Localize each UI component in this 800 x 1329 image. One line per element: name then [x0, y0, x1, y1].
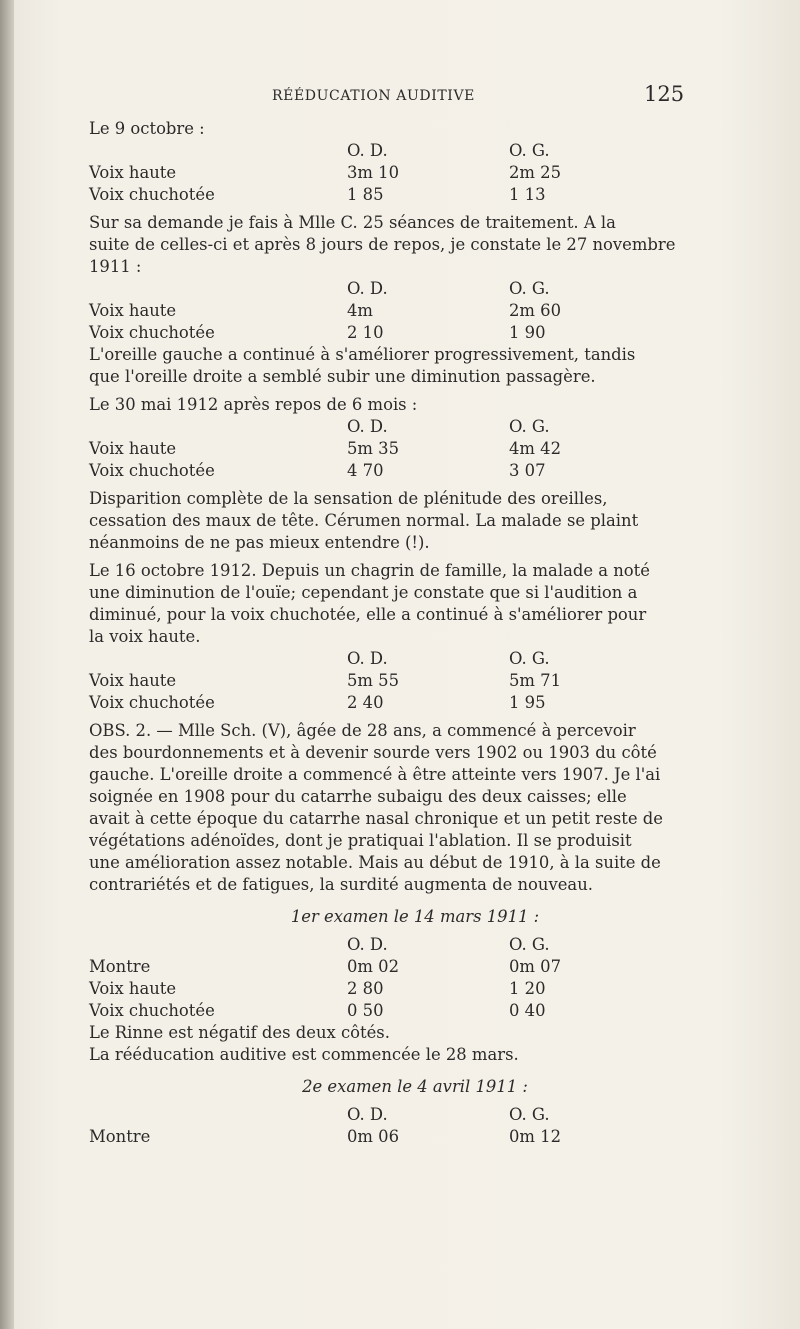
col-od: O. D. [347, 417, 388, 436]
value-od: 0m 02 [347, 957, 400, 976]
table1-row [89, 184, 681, 206]
value-od: 4 70 [347, 461, 384, 480]
value-og: 0m 07 [509, 957, 562, 976]
exam2-row [89, 1126, 681, 1148]
value-og: 1 13 [509, 185, 546, 204]
running-title: RÉÉDUCATION AUDITIVE [272, 88, 475, 104]
paragraph-line: Le 16 octobre 1912. Depuis un chagrin de famille, la malade a noté [89, 561, 650, 580]
paragraph-line: OBS. 2. — Mlle Sch. (V), âgée de 28 ans, a commencé à percevoir [89, 721, 636, 740]
table2-row [89, 322, 681, 344]
row-label: Montre [89, 1127, 151, 1146]
paragraph-line: contrariétés et de fatigues, la surdité augmenta de nouveau. [89, 875, 593, 894]
col-og: O. G. [509, 141, 550, 160]
value-og: 4m 42 [509, 439, 562, 458]
paragraph-line: une amélioration assez notable. Mais au début de 1910, à la suite de [89, 853, 661, 872]
exam1-row [89, 1000, 681, 1022]
table3-row [89, 438, 681, 460]
table4-row [89, 670, 681, 692]
value-od: 4m [347, 301, 373, 320]
table3-header [89, 416, 681, 438]
value-od: 0m 06 [347, 1127, 400, 1146]
exam1-row [89, 956, 681, 978]
paragraph-line: néanmoins de ne pas mieux entendre (!). [89, 533, 430, 552]
exam1-title: 1er examen le 14 mars 1911 : [290, 907, 540, 926]
page-spine-shadow [0, 0, 14, 1329]
paragraph-line: diminué, pour la voix chuchotée, elle a continué à s'améliorer pour [89, 605, 647, 624]
table2-header [89, 278, 681, 300]
paragraph-line: cessation des maux de tête. Cérumen normal. La malade se plaint [89, 511, 639, 530]
row-label: Voix haute [89, 301, 177, 320]
page-body [89, 118, 681, 1148]
page-number: 125 [644, 82, 685, 106]
paragraph-line: la voix haute. [89, 627, 201, 646]
intro-30-mai: Le 30 mai 1912 après repos de 6 mois : [89, 395, 418, 414]
value-og: 1 95 [509, 693, 546, 712]
table2-row [89, 300, 681, 322]
col-od: O. D. [347, 1105, 388, 1124]
col-og: O. G. [509, 279, 550, 298]
paragraph-line: gauche. L'oreille droite a commencé à être atteinte vers 1907. Je l'ai [89, 765, 661, 784]
exam1-note: Le Rinne est négatif des deux côtés. [89, 1023, 390, 1042]
paragraph-line: Sur sa demande je fais à Mlle C. 25 séances de traitement. A la [89, 213, 616, 232]
paragraph-line: des bourdonnements et à devenir sourde vers 1902 ou 1903 du côté [89, 743, 657, 762]
col-og: O. G. [509, 1105, 550, 1124]
table1-row [89, 162, 681, 184]
col-od: O. D. [347, 279, 388, 298]
paragraph-line: végétations adénoïdes, dont je pratiquai l'ablation. Il se produisit [89, 831, 632, 850]
paragraph-line: Disparition complète de la sensation de plénitude des oreilles, [89, 489, 608, 508]
paragraph-line: avait à cette époque du catarrhe nasal chronique et un petit reste de [89, 809, 663, 828]
page-header [0, 82, 800, 112]
value-og: 5m 71 [509, 671, 562, 690]
value-od: 5m 55 [347, 671, 400, 690]
col-og: O. G. [509, 417, 550, 436]
value-od: 2 40 [347, 693, 384, 712]
value-og: 1 90 [509, 323, 546, 342]
table1-header [89, 140, 681, 162]
value-od: 2 10 [347, 323, 384, 342]
row-label: Voix chuchotée [89, 1001, 215, 1020]
row-label: Voix chuchotée [89, 693, 215, 712]
intro-9-octobre: Le 9 octobre : [89, 119, 205, 138]
row-label: Voix haute [89, 163, 177, 182]
paragraph-line: une diminution de l'ouïe; cependant je constate que si l'audition a [89, 583, 638, 602]
value-og: 0m 12 [509, 1127, 562, 1146]
row-label: Voix haute [89, 439, 177, 458]
value-og: 1 20 [509, 979, 546, 998]
row-label: Voix haute [89, 671, 177, 690]
paragraph-line: suite de celles-ci et après 8 jours de repos, je constate le 27 novembre [89, 235, 676, 254]
value-od: 1 85 [347, 185, 384, 204]
row-label: Voix haute [89, 979, 177, 998]
row-label: Voix chuchotée [89, 461, 215, 480]
paragraph-line: soignée en 1908 pour du catarrhe subaigu des deux caisses; elle [89, 787, 627, 806]
col-od: O. D. [347, 935, 388, 954]
value-od: 3m 10 [347, 163, 400, 182]
value-og: 2m 25 [509, 163, 562, 182]
exam2-title: 2e examen le 4 avril 1911 : [302, 1077, 528, 1096]
value-og: 2m 60 [509, 301, 562, 320]
value-od: 0 50 [347, 1001, 384, 1020]
row-label: Montre [89, 957, 151, 976]
row-label: Voix chuchotée [89, 323, 215, 342]
exam2-header [89, 1104, 681, 1126]
value-od: 5m 35 [347, 439, 400, 458]
paragraph-line: que l'oreille droite a semblé subir une diminution passagère. [89, 367, 596, 386]
exam1-row [89, 978, 681, 1000]
value-og: 0 40 [509, 1001, 546, 1020]
paragraph-line: L'oreille gauche a continué à s'améliorer progressivement, tandis [89, 345, 636, 364]
table4-header [89, 648, 681, 670]
paragraph-line: 1911 : [89, 257, 142, 276]
value-od: 2 80 [347, 979, 384, 998]
exam1-header [89, 934, 681, 956]
exam1-note: La rééducation auditive est commencée le 28 mars. [89, 1045, 519, 1064]
row-label: Voix chuchotée [89, 185, 215, 204]
value-og: 3 07 [509, 461, 546, 480]
col-og: O. G. [509, 649, 550, 668]
col-od: O. D. [347, 649, 388, 668]
table4-row [89, 692, 681, 714]
col-og: O. G. [509, 935, 550, 954]
table3-row [89, 460, 681, 482]
col-od: O. D. [347, 141, 388, 160]
